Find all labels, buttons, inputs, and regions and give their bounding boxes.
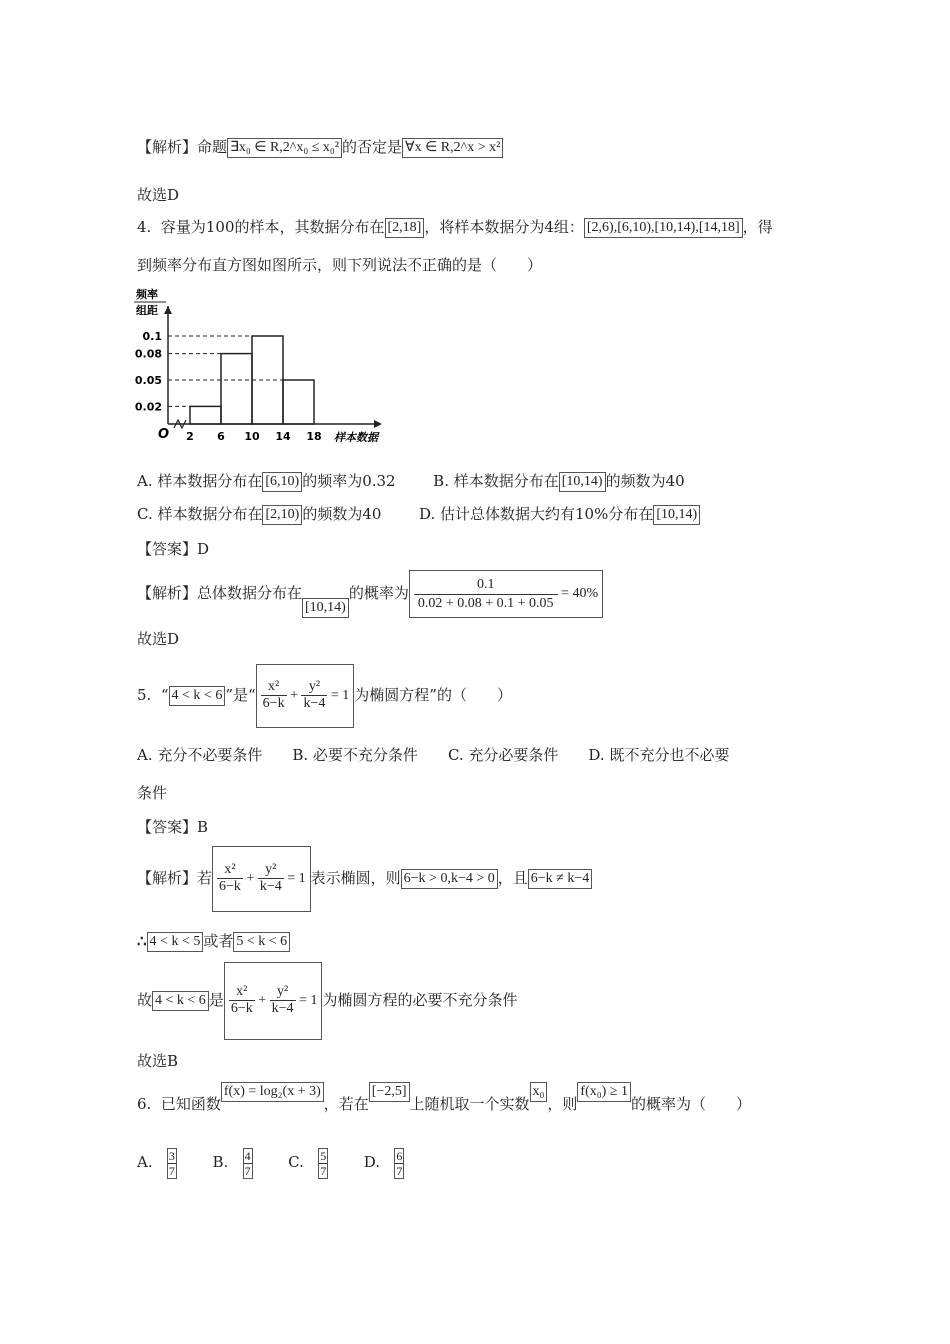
question-number: 6. — [137, 1095, 152, 1113]
option-c-label: C. — [288, 1153, 304, 1171]
option-a-text: A. 样本数据分布在 — [137, 472, 263, 490]
eq-rhs: = 1 — [287, 871, 306, 886]
jiexi-text: 故 — [137, 991, 153, 1009]
option-b-text: 的频数为40 — [605, 472, 685, 490]
q5-answer: 【答案】B — [137, 818, 209, 836]
option-d-range: [10,14) — [653, 505, 700, 525]
y-axis-arrow — [164, 306, 172, 314]
option-b-label: B. — [212, 1153, 229, 1171]
q5-jiexi-2 — [137, 930, 290, 952]
q4-options-ab — [137, 470, 685, 492]
condition-formula: 6−k > 0,k−4 > 0 — [401, 869, 498, 889]
question-text: 已知函数 — [160, 1095, 221, 1113]
option-b-text: B. 样本数据分布在 — [433, 472, 559, 490]
q6-options — [137, 1140, 404, 1184]
option-c: C. 充分必要条件 — [447, 746, 559, 764]
groups-formula: [2,6),[6,10),[10,14),[14,18] — [584, 218, 743, 238]
option-b-range: [10,14) — [559, 472, 606, 492]
eq-x-den: 6−k — [262, 696, 285, 712]
q5-jiexi-1 — [137, 846, 592, 912]
x-tick-labels — [186, 430, 321, 443]
eq-y-den: k−4 — [303, 696, 326, 712]
jiexi-text: 或者 — [203, 932, 234, 950]
range-formula: [2,18] — [385, 218, 425, 238]
q3-jiexi — [137, 136, 503, 158]
fraction-numerator: 0.1 — [414, 576, 558, 595]
jiexi-range: [10,14) — [302, 598, 349, 618]
x-tick-label: 18 — [306, 430, 322, 443]
eq-x-num: x² — [217, 862, 243, 879]
option-a-label: A. — [137, 1153, 153, 1171]
negation-formula: ∀x ∈ R,2^x > x² — [402, 138, 503, 158]
y-tick-labels — [135, 330, 162, 413]
numerator: 6 — [396, 1148, 403, 1163]
option-b: B. 必要不充分条件 — [292, 746, 418, 764]
option-a-range: [6,10) — [262, 472, 302, 492]
question-number: 5. — [137, 686, 152, 704]
question-text: ，得 — [742, 218, 773, 236]
eq-rhs: = 1 — [299, 993, 318, 1008]
eq-x-den: 6−k — [230, 1001, 253, 1017]
eq-y-num: y² — [270, 984, 296, 1001]
jiexi-text: 表示椭圆，则 — [310, 869, 401, 887]
chart-bars — [168, 336, 314, 424]
proposition-formula: ∃x₀ ∈ R,2^x₀ ≤ x₀² — [227, 138, 342, 158]
jiexi-text: 的概率为 — [348, 584, 409, 603]
range-formula: 4 < k < 5 — [147, 932, 204, 952]
option-d-text: D. 估计总体数据大约有10%分布在 — [418, 505, 654, 523]
option-b-fraction — [243, 1148, 253, 1179]
fraction-result: = 40% — [561, 586, 599, 601]
q4-question-line2: 到频率分布直方图如图所示，则下列说法不正确的是（ ） — [137, 256, 543, 274]
eq-x-num: x² — [261, 679, 287, 696]
option-c-text: C. 样本数据分布在 — [137, 505, 263, 523]
eq-y-num: y² — [258, 862, 284, 879]
ylabel-bottom: 组距 — [136, 304, 158, 317]
x-axis-arrow — [374, 420, 382, 428]
numerator: 4 — [244, 1148, 251, 1163]
condition-formula: 4 < k < 6 — [169, 686, 226, 706]
eq-y-num: y² — [301, 679, 327, 696]
x-tick-label: 14 — [275, 430, 291, 443]
y-tick-label: 0.05 — [134, 374, 162, 387]
jiexi-text: 【解析】若 — [137, 869, 213, 887]
q4-answer: 【答案】D — [137, 540, 210, 558]
origin-label: O — [158, 427, 170, 442]
question-text: 为椭圆方程”的（ ） — [354, 686, 512, 704]
chart-axes — [164, 306, 382, 428]
eq-x-den: 6−k — [219, 879, 241, 895]
probability-fraction — [409, 570, 603, 618]
jiexi-text: 是 — [208, 991, 224, 1009]
ellipse-equation: $\frac{\text{x²}}{6-k}$ + $\frac{\text{y²}}{k-4}$ = 1 — [224, 962, 323, 1040]
q5-conclusion: 故选B — [137, 1052, 179, 1070]
fraction-denominator: 0.02 + 0.08 + 0.1 + 0.05 — [417, 595, 554, 611]
x-tick-label: 10 — [244, 430, 260, 443]
option-c-text: 的频数为40 — [302, 505, 382, 523]
condition-formula: 6−k ≠ k−4 — [528, 869, 592, 889]
y-tick-label: 0.1 — [142, 330, 162, 343]
question-text: ，则 — [547, 1095, 578, 1113]
histogram-bar — [283, 380, 314, 424]
x-axis-label: 样本数据 — [334, 431, 378, 444]
q4-conclusion: 故选D — [137, 630, 180, 648]
condition-formula: 4 < k < 6 — [152, 991, 209, 1011]
q5-option-d-cont: 条件 — [137, 784, 168, 802]
denominator: 7 — [244, 1163, 251, 1178]
numerator: 3 — [168, 1148, 175, 1163]
jiexi-text: 的否定是 — [342, 138, 403, 156]
question-text: 的概率为（ ） — [630, 1095, 751, 1113]
condition-formula: f(x₀) ≥ 1 — [577, 1082, 631, 1102]
q4-question-line1 — [137, 216, 773, 238]
question-text: ，将样本数据分为4组： — [424, 218, 584, 236]
jiexi-text: 命题 — [197, 138, 228, 156]
eq-y-den: k−4 — [259, 879, 282, 895]
question-text: 容量为100的样本，其数据分布在 — [160, 218, 385, 236]
jiexi-text: ，且 — [497, 869, 528, 887]
jiexi-text: 【解析】总体数据分布在 — [137, 584, 303, 603]
eq-rhs: = 1 — [330, 688, 350, 703]
option-d-label: D. — [363, 1153, 381, 1171]
range-formula: 5 < k < 6 — [233, 932, 290, 952]
question-text: ”是“ — [225, 686, 256, 704]
question-text: ，若在 — [323, 1095, 369, 1113]
ellipse-equation: $\frac{\text{x²}}{6-k}$ + $\frac{\text{y²}}{k-4}$ = 1 — [256, 664, 355, 728]
option-c-fraction — [318, 1148, 328, 1179]
variable-formula: x₀ — [530, 1082, 548, 1102]
q5-question — [137, 664, 512, 728]
denominator: 7 — [168, 1163, 175, 1178]
q5-options — [137, 744, 729, 766]
q4-jiexi — [137, 570, 603, 618]
eq-y-den: k−4 — [271, 1001, 294, 1017]
q5-jiexi-3 — [137, 962, 517, 1040]
x-tick-label: 6 — [217, 430, 225, 443]
jiexi-text: 为椭圆方程的必要不充分条件 — [322, 991, 518, 1009]
therefore-symbol: ∴ — [137, 932, 147, 950]
option-a-text: 的频率为0.32 — [302, 472, 396, 490]
axis-break — [174, 420, 186, 428]
x-tick-label: 2 — [186, 430, 194, 443]
interval-formula: [−2,5] — [369, 1082, 410, 1102]
q6-question — [137, 1082, 751, 1126]
question-text: 上随机取一个实数 — [409, 1095, 530, 1113]
option-c-range: [2,10) — [262, 505, 302, 525]
y-tick-label: 0.08 — [134, 347, 162, 361]
denominator: 7 — [320, 1163, 327, 1178]
question-number: 4. — [137, 218, 152, 236]
ellipse-equation: $\frac{\text{x²}}{6-k}$ + $\frac{\text{y²}}{k-4}$ = 1 — [212, 846, 311, 912]
q3-conclusion: 故选D — [137, 186, 180, 204]
eq-x-num: x² — [229, 984, 255, 1001]
function-formula: f(x) = log₂(x + 3) — [221, 1082, 324, 1102]
histogram-bar — [221, 354, 252, 424]
denominator: 7 — [396, 1163, 403, 1178]
y-tick-label: 0.02 — [134, 400, 162, 414]
option-d: D. 既不充分也不必要 — [588, 746, 730, 764]
jiexi-label: 【解析】 — [137, 138, 198, 156]
option-d-fraction — [394, 1148, 404, 1179]
ylabel-top: 频率 — [136, 288, 158, 301]
frequency-histogram — [128, 288, 388, 448]
option-a: A. 充分不必要条件 — [137, 746, 263, 764]
numerator: 5 — [320, 1148, 327, 1163]
option-a-fraction — [167, 1148, 177, 1179]
histogram-bar — [190, 406, 221, 424]
q4-options-cd — [137, 503, 700, 525]
quote-mark: “ — [160, 686, 169, 704]
